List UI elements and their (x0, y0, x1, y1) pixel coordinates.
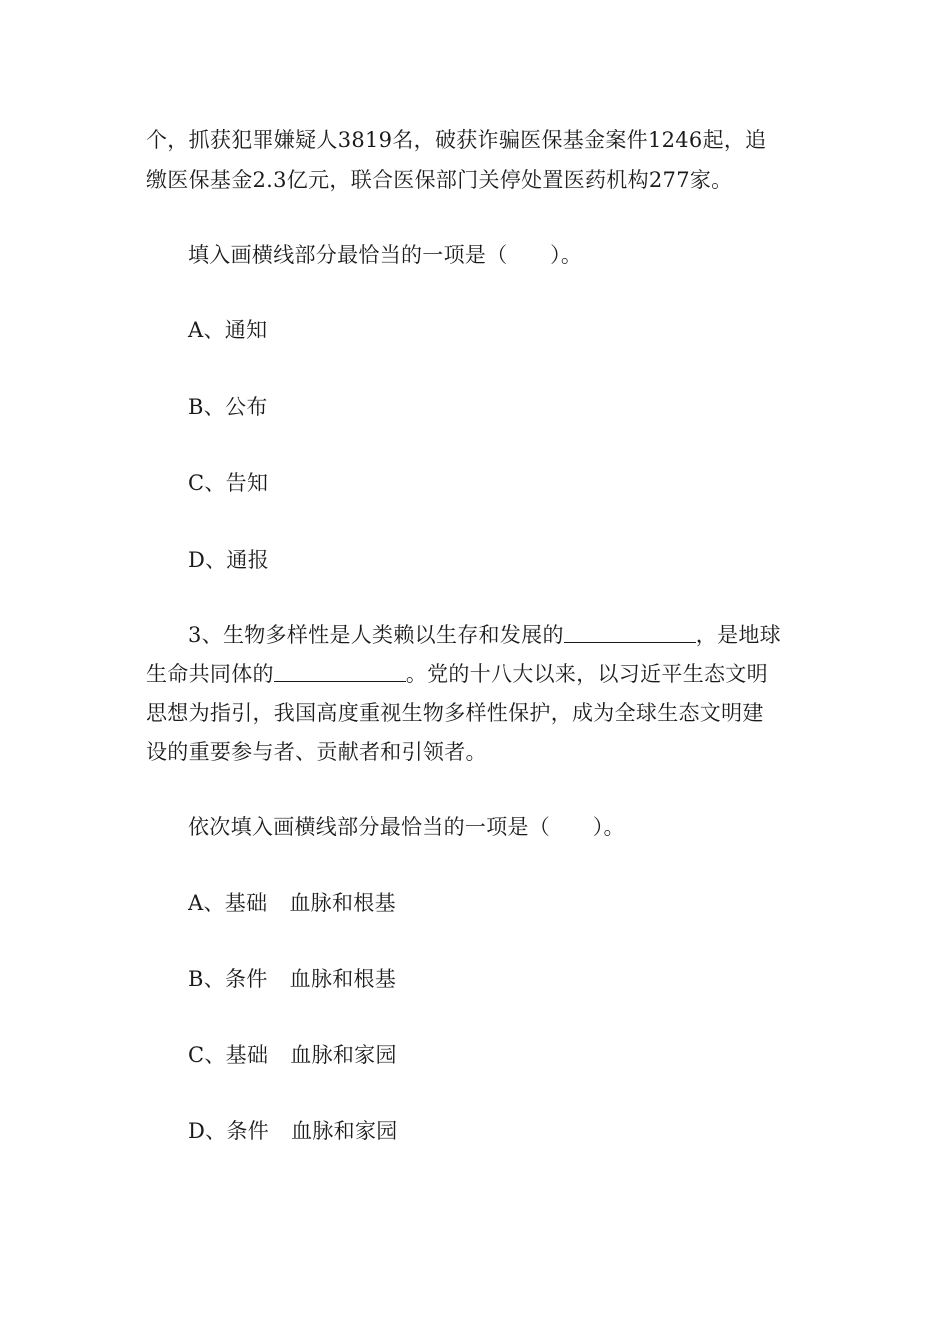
option-letter: C、 (188, 1043, 226, 1067)
option-first-word: 条件 (226, 1119, 270, 1143)
option-first-word: 基础 (224, 891, 268, 915)
option-first-word: 条件 (225, 967, 268, 991)
fill-blank-2 (274, 663, 406, 682)
question-3-text-1a: 3、生物多样性是人类赖以生存和发展的 (188, 623, 564, 647)
question-3-prompt: 依次填入画横线部分最恰当的一项是（ ）。 (188, 815, 625, 839)
question-3-line-4: 设的重要参与者、贡献者和引领者。 (146, 740, 487, 764)
question-2-option-c: C、告知 (188, 471, 269, 495)
option-letter: D、 (188, 1119, 227, 1143)
intro-line-1: 个，抓获犯罪嫌疑人3819名，破获诈骗医保基金案件1246起，追 (146, 128, 767, 152)
question-3-line-2 (146, 662, 768, 686)
question-3-line-1 (188, 623, 781, 647)
question-3-option-a (188, 891, 396, 915)
option-second-word: 血脉和家园 (291, 1119, 398, 1143)
intro-line-2: 缴医保基金2.3亿元，联合医保部门关停处置医药机构277家。 (146, 168, 733, 192)
question-3-option-d (188, 1119, 398, 1143)
question-3-text-2a: 生命共同体的 (146, 662, 274, 686)
question-3-option-c (188, 1043, 397, 1067)
question-2-option-d: D、通报 (188, 548, 270, 572)
option-first-word: 基础 (225, 1043, 269, 1067)
question-2-option-a: A、通知 (188, 318, 268, 342)
question-2-option-b: B、公布 (188, 395, 268, 419)
option-second-word: 血脉和根基 (289, 891, 396, 915)
question-3-option-b (188, 967, 396, 991)
option-second-word: 血脉和根基 (289, 967, 397, 991)
option-second-word: 血脉和家园 (290, 1043, 397, 1067)
option-letter: A、 (188, 891, 225, 915)
fill-blank-1 (564, 624, 696, 643)
question-2-prompt: 填入画横线部分最恰当的一项是（ ）。 (188, 243, 583, 267)
question-3-text-2b: 。党的十八大以来，以习近平生态文明 (405, 662, 768, 686)
question-3-text-1b: ，是地球 (695, 623, 781, 647)
question-3-line-3: 思想为指引，我国高度重视生物多样性保护，成为全球生态文明建 (146, 701, 764, 725)
option-letter: B、 (188, 967, 226, 991)
